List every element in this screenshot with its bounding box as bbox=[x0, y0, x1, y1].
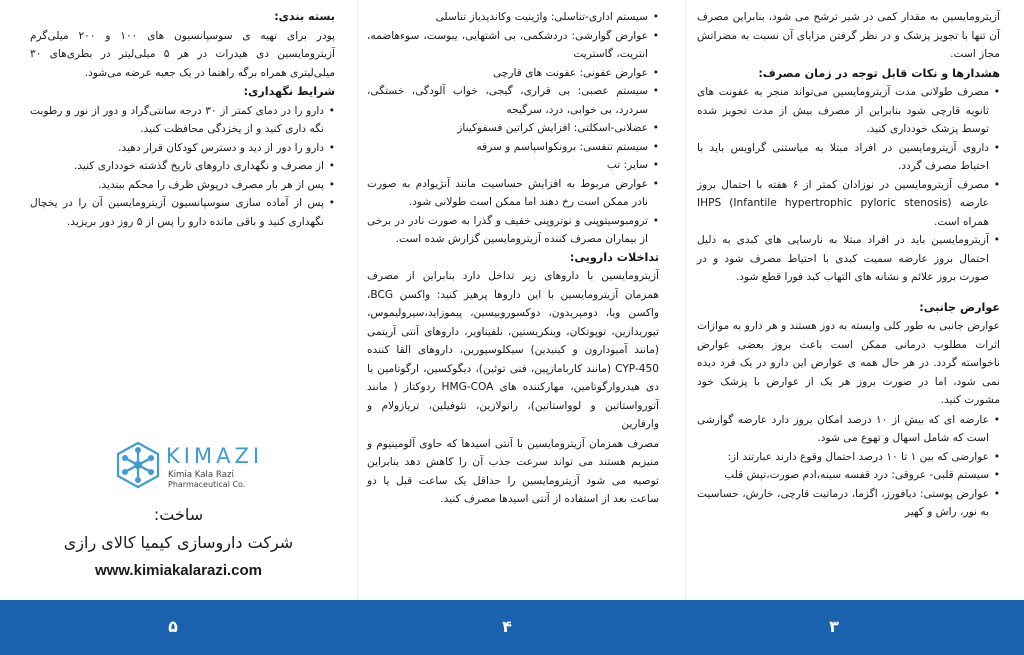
page-4 bbox=[357, 0, 685, 600]
list-item: • عوارض گوارشی: دردشکمی، بی اشتهایی، یبوست، سوءهاضمه، انتریت، گاستریت bbox=[367, 27, 659, 64]
logo-subtitle: Kimia Kala Razi bbox=[168, 470, 234, 480]
antacid-text: مصرف همزمان آزیترومایسین با آنتی اسیدها که حاوی آلومینیوم و منیزیم هستند می تواند سرعت جذب آن را کاهش دهد بنابراین توصیه می شود آزیترومایسین را حداقل یک ساعت قبل یا دو ساعت بعد از استفاده از آنتی اسیدها مصرف کنید. bbox=[367, 437, 659, 505]
company-logo bbox=[112, 440, 302, 490]
page-number-3: ۳ bbox=[829, 617, 839, 636]
list-item: • سیستم اداری-تناسلی: واژینیت وکاندیدیاز تناسلی bbox=[367, 8, 659, 27]
interactions-text: آزیترومایسین با داروهای زیر تداخل دارد بنابراین از مصرف همزمان آزیترومایسین با این داروها پرهیز کنید: واکسن BCG، واکسن وبا، دومپریدون، دوکسوروبیسین، پیموزاید،سیرولیموس، تیوریدازین، توپوتکان، وینکریستین، نلفیناویر، داروهای آنتی آریتمی (مانند آمیودارون و کینیدین) سیکلوسپورین، داروهای القا کننده CYP-450 (مانند کاربامازپین، فنی توئین)، دیگوکسین، ارگوتامین یا دی هیدروارگوتامین، مهارکننده های HMG-COA ردوکتاز ( مانند آتورواستاتین و لوواستاتین)، رانولازین، تئوفیلین، تریازولام و وارفارین bbox=[367, 270, 659, 430]
packaging-text: پودر برای تهیه ی سوسپانسیون های ۱۰۰ و ۲۰۰ میلی‌گرم آزیترومایسین دی هیدرات در هر ۵ میلی‌لیتر در بطری‌های ۳۰ میلی‌لیتری همراه برگه راهنما در یک جعبه عرضه می‌شود. bbox=[30, 29, 335, 79]
interactions-heading: تداخلات دارویی: bbox=[569, 250, 659, 264]
footer-bar bbox=[0, 600, 1024, 655]
packaging-heading: بسته بندی: bbox=[274, 10, 335, 23]
warnings-list bbox=[697, 83, 1000, 287]
logo-subtitle: Pharmaceutical Co. bbox=[168, 480, 246, 489]
side-effects-heading: عوارض جانبی: bbox=[919, 300, 1000, 314]
storage-list bbox=[30, 102, 335, 232]
breastfeeding-note: آزیترومایسین به مقدار کمی در شیر ترشح می شود، بنابراین مصرف آن تنها با تجویز پزشک و در نظر گرفتن مزایای آن نسبت به مضراتش مجاز است. bbox=[697, 11, 1000, 60]
list-item: • آزیترومایسین باید در افراد مبتلا به نارسایی های کبدی به دلیل احتمال بروز عارضه سمیت کبدی با احتیاط مصرف شود و در صورت بروز علائم و نشانه های التهاب کبد فورا قطع شود. bbox=[697, 231, 1000, 287]
list-item: • عضلانی-اسکلتی: افزایش کراتین فسفوکیناز bbox=[367, 119, 659, 138]
warnings-heading: هشدارها و نکات قابل توجه در زمان مصرف: bbox=[758, 66, 1000, 80]
list-item: • مصرف طولانی مدت آزیترومایسین می‌تواند منجر به عفونت های ثانویه قارچی شود بنابراین از مصرف بیش از مدت تجویز شده توسط پزشک خودداری کنید. bbox=[697, 83, 1000, 139]
list-item: • سیستم قلبی- عروقی: درد قفسه سینه،ادم صورت،تپش قلب bbox=[697, 466, 1000, 485]
list-item: • عوارض پوستی: دیافورز، اگزما، درماتیت قارچی، خارش، حساسیت به نور، راش و کهیر bbox=[697, 485, 1000, 522]
list-item: • پس از هر بار مصرف درپوش ظرف را محکم ببندید. bbox=[30, 176, 335, 195]
list-item: • دارو را در دمای کمتر از ۳۰ درجه سانتی‌گراد و دور از نور و رطوبت نگه داری کنید و از یخزدگی محافظت کنید. bbox=[30, 102, 335, 139]
page-3 bbox=[685, 0, 1024, 600]
list-item: • سیستم عصبی: بی قراری، گیجی، خواب آلودگی، خستگی، سردرد، بی خوابی، درد، سرگیجه bbox=[367, 82, 659, 119]
side-effects-intro: عوارض جانبی به طور کلی وابسته به دوز هستند و هر دارو به موازات اثرات مطلوب درمانی ممکن است باعث بروز بعضی عوارض ناخواسته گردد. در هر حال همه ی عوارض این دارو در یک فرد دیده نمی شود، اما در صورت بروز هر یک از عوارض با پزشک خود مشورت کنید. bbox=[697, 320, 1000, 406]
page-number-4: ۴ bbox=[502, 617, 512, 636]
logo-wordmark: KIMAZI bbox=[166, 444, 264, 468]
storage-heading: شرایط نگهداری: bbox=[243, 85, 335, 98]
list-item: • دارو را دور از دید و دسترس کودکان قرار دهید. bbox=[30, 139, 335, 158]
list-item: • از مصرف و نگهداری داروهای تاریخ گذشته خودداری کنید. bbox=[30, 157, 335, 176]
maker-name: شرکت داروسازی کیمیا کالای رازی bbox=[63, 533, 294, 552]
list-item: • عوارض عفونی: عفونت های قارچی bbox=[367, 64, 659, 83]
list-item: • پس از آماده سازی سوسپانسیون آزیترومایسین آن را در یخچال نگهداری کنید و باقی مانده دارو را پس از ۵ روز دور بریزید. bbox=[30, 194, 335, 231]
page-divider bbox=[685, 0, 686, 600]
list-item: • سیستم تنفسی: برونکواسپاسم و سرفه bbox=[367, 138, 659, 157]
molecule-icon bbox=[112, 440, 164, 490]
side-effects-list bbox=[697, 411, 1000, 522]
maker-label: ساخت: bbox=[153, 505, 204, 524]
page-number-5: ۵ bbox=[168, 617, 178, 636]
side-effects-list-continued bbox=[367, 8, 659, 249]
list-item: • سایر: تب bbox=[367, 156, 659, 175]
list-item: • ترومبوسیتوپنی و نوتروپنی خفیف و گذرا به صورت نادر در برخی از بیماران مصرف کننده آزیترومایسین گزارش شده است. bbox=[367, 212, 659, 249]
list-item: • داروی آزیترومایسین در افراد مبتلا به میاستنی گراویس باید با احتیاط مصرف گردد. bbox=[697, 139, 1000, 176]
list-item: • عوارضی که بین ۱ تا ۱۰ درصد احتمال وقوع دارند عبارتند از: bbox=[697, 448, 1000, 467]
list-item: • مصرف آزیترومایسین در نوزادان کمتر از ۶ هفته با احتمال بروز عارضه IHPS (Infantile hypertrophic pyloric stenosis) همراه است. bbox=[697, 176, 1000, 232]
list-item: • عارضه ای که بیش از ۱۰ درصد امکان بروز دارد عارضه گوارشی است که شامل اسهال و تهوع می شود. bbox=[697, 411, 1000, 448]
website-link[interactable]: www.kimiakalarazi.com bbox=[94, 562, 263, 579]
list-item: • عوارض مربوط به افزایش حساسیت مانند آنژیوادم به صورت نادر ممکن است رخ دهند اما ممکن است طولانی شود. bbox=[367, 175, 659, 212]
page-divider bbox=[357, 0, 358, 600]
